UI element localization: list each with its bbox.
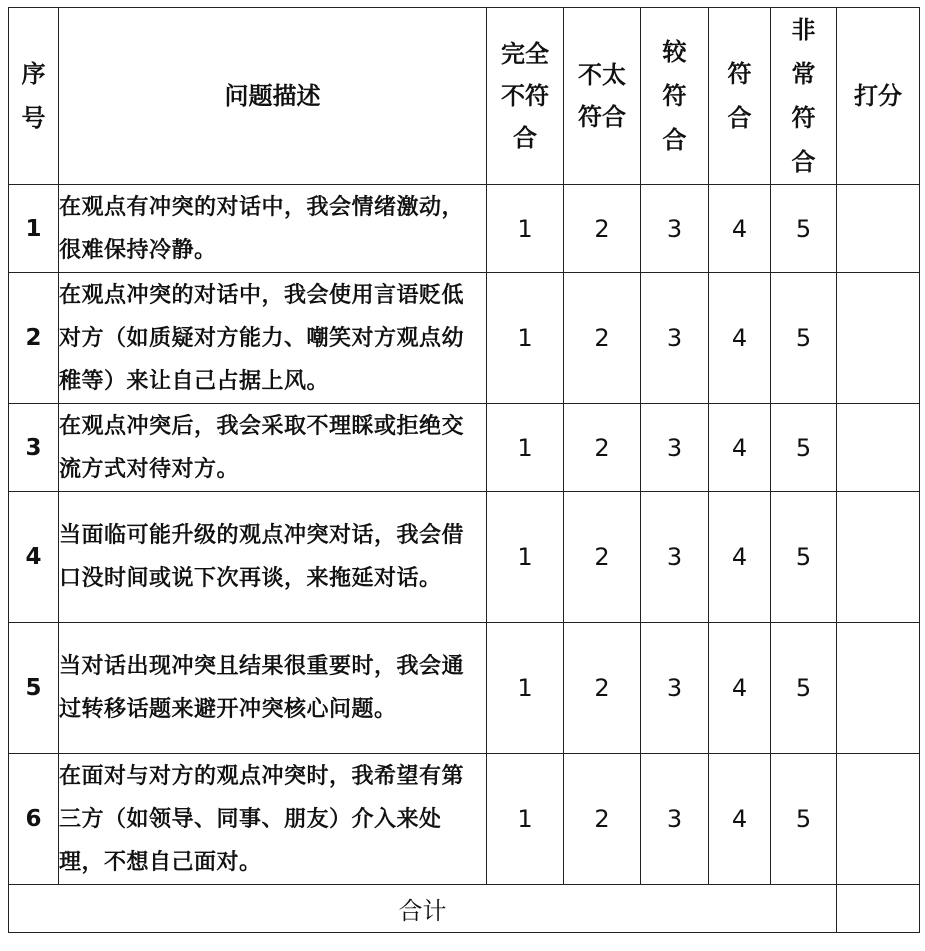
question-text: 在观点冲突后，我会采取不理睬或拒绝交流方式对待对方。 xyxy=(59,404,487,492)
header-option-3: 较符合 xyxy=(641,8,709,185)
option-4-value: 4 xyxy=(709,754,771,885)
header-option-4: 符合 xyxy=(709,8,771,185)
option-2-value: 2 xyxy=(564,273,641,404)
option-5-value: 5 xyxy=(771,492,837,623)
score-cell[interactable] xyxy=(837,492,920,623)
option-3-value: 3 xyxy=(641,492,709,623)
question-text: 在观点有冲突的对话中，我会情绪激动，很难保持冷静。 xyxy=(59,185,487,273)
option-1-value: 1 xyxy=(487,404,564,492)
option-5-value: 5 xyxy=(771,273,837,404)
option-5-value: 5 xyxy=(771,404,837,492)
header-question: 问题描述 xyxy=(59,8,487,185)
option-3-value: 3 xyxy=(641,623,709,754)
option-5-value: 5 xyxy=(771,185,837,273)
option-1-value: 1 xyxy=(487,754,564,885)
questionnaire-table xyxy=(8,7,920,933)
option-1-value: 1 xyxy=(487,492,564,623)
row-index: 3 xyxy=(9,404,59,492)
header-option-1: 完全不符合 xyxy=(487,8,564,185)
row-index: 1 xyxy=(9,185,59,273)
table-row xyxy=(9,185,920,273)
table-row xyxy=(9,492,920,623)
total-row xyxy=(9,885,920,933)
table-row xyxy=(9,273,920,404)
row-index: 2 xyxy=(9,273,59,404)
header-row xyxy=(9,8,920,185)
total-score-cell[interactable] xyxy=(837,885,920,933)
header-score: 打分 xyxy=(837,8,920,185)
row-index: 5 xyxy=(9,623,59,754)
score-cell[interactable] xyxy=(837,623,920,754)
question-text: 当面临可能升级的观点冲突对话，我会借口没时间或说下次再谈，来拖延对话。 xyxy=(59,492,487,623)
option-3-value: 3 xyxy=(641,185,709,273)
question-text: 在观点冲突的对话中，我会使用言语贬低对方（如质疑对方能力、嘲笑对方观点幼稚等）来让自己占据上风。 xyxy=(59,273,487,404)
option-5-value: 5 xyxy=(771,754,837,885)
row-index: 4 xyxy=(9,492,59,623)
score-cell[interactable] xyxy=(837,273,920,404)
table-row xyxy=(9,754,920,885)
option-1-value: 1 xyxy=(487,273,564,404)
option-1-value: 1 xyxy=(487,623,564,754)
table-row xyxy=(9,623,920,754)
header-index: 序号 xyxy=(9,8,59,185)
option-2-value: 2 xyxy=(564,623,641,754)
option-4-value: 4 xyxy=(709,492,771,623)
question-text: 在面对与对方的观点冲突时，我希望有第三方（如领导、同事、朋友）介入来处理，不想自己面对。 xyxy=(59,754,487,885)
option-5-value: 5 xyxy=(771,623,837,754)
option-1-value: 1 xyxy=(487,185,564,273)
option-3-value: 3 xyxy=(641,404,709,492)
option-2-value: 2 xyxy=(564,404,641,492)
option-4-value: 4 xyxy=(709,185,771,273)
header-option-2: 不太符合 xyxy=(564,8,641,185)
option-3-value: 3 xyxy=(641,754,709,885)
option-3-value: 3 xyxy=(641,273,709,404)
score-cell[interactable] xyxy=(837,754,920,885)
row-index: 6 xyxy=(9,754,59,885)
score-cell[interactable] xyxy=(837,404,920,492)
option-2-value: 2 xyxy=(564,492,641,623)
option-4-value: 4 xyxy=(709,623,771,754)
total-label: 合计 xyxy=(9,885,837,933)
option-2-value: 2 xyxy=(564,754,641,885)
option-4-value: 4 xyxy=(709,404,771,492)
question-text: 当对话出现冲突且结果很重要时，我会通过转移话题来避开冲突核心问题。 xyxy=(59,623,487,754)
option-4-value: 4 xyxy=(709,273,771,404)
score-cell[interactable] xyxy=(837,185,920,273)
header-option-5: 非常符合 xyxy=(771,8,837,185)
table-row xyxy=(9,404,920,492)
option-2-value: 2 xyxy=(564,185,641,273)
